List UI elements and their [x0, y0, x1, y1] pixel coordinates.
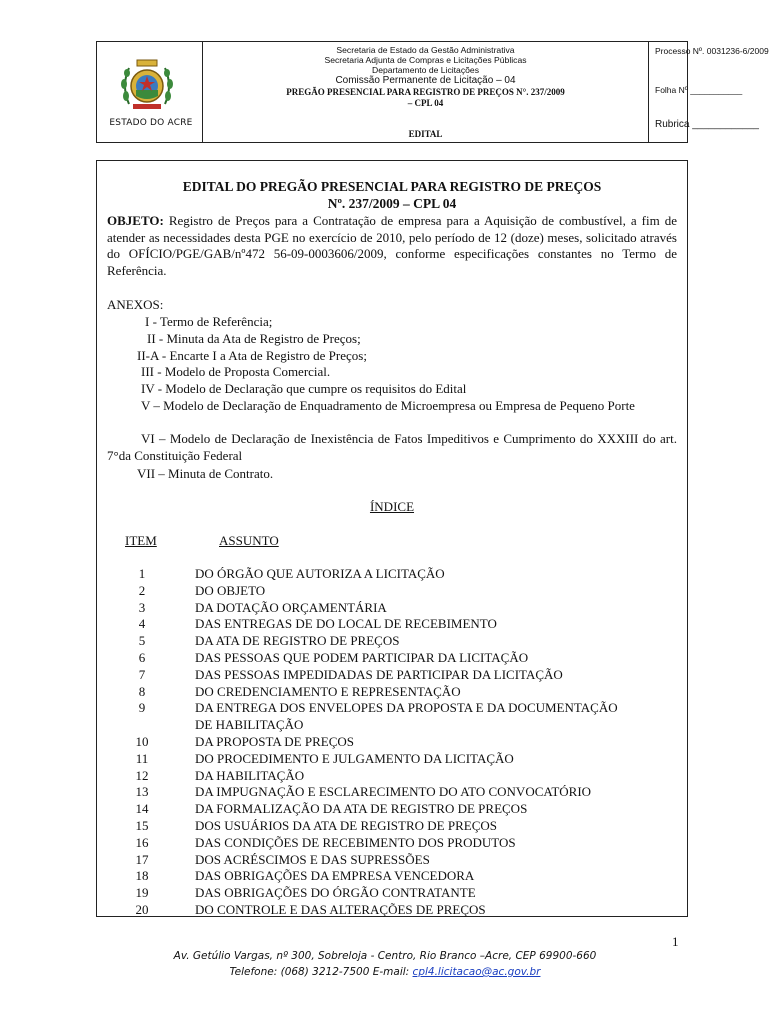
footer-address: Av. Getúlio Vargas, nº 300, Sobreloja - Centro, Rio Branco –Acre, CEP 69900-660 [173, 950, 597, 962]
header-line-1: Secretaria de Estado da Gestão Administrativa [336, 45, 515, 55]
index-item-number: 7 [138, 666, 146, 682]
index-item-number: 2 [138, 582, 146, 598]
index-item-subject: DOS USUÁRIOS DA ATA DE REGISTRO DE PREÇOS [195, 818, 497, 833]
rubrica-field: Rubrica ____________ [655, 119, 759, 130]
edital-subtitle: Nº. 237/2009 – CPL 04 [327, 196, 457, 211]
index-item-subject: DA DOTAÇÃO ORÇAMENTÁRIA [195, 599, 387, 615]
document-header [96, 41, 769, 143]
anexo-item: IV - Modelo de Declaração que cumpre os requisitos do Edital [141, 381, 467, 396]
index-item-number: 8 [138, 683, 146, 699]
index-item-number: 11 [135, 750, 149, 766]
index-item-number: 6 [138, 650, 146, 665]
index-item-number: 17 [135, 851, 149, 867]
index-item-subject: DAS OBRIGAÇÕES DA EMPRESA VENCEDORA [195, 868, 475, 884]
header-pregao-line-2: – CPL 04 [407, 98, 444, 108]
index-item-subject: DAS OBRIGAÇÕES DO ÓRGÃO CONTRATANTE [195, 885, 476, 901]
header-comissao: Comissão Permanente de Licitação – 04 [335, 75, 516, 86]
index-item-subject: DA PROPOSTA DE PREÇOS [195, 734, 354, 749]
header-line-3: Departamento de Licitações [371, 65, 479, 75]
anexo-item: I - Termo de Referência; [145, 314, 273, 329]
process-number: Processo Nº. 0031236-6/2009 [655, 46, 769, 56]
index-item-number: 19 [135, 885, 149, 901]
anexo-item: II-A - Encarte I a Ata de Registro de Preços; [137, 348, 367, 363]
footer-contact [0, 966, 770, 978]
index-item-subject: DAS CONDIÇÕES DE RECEBIMENTO DOS PRODUTOS [195, 834, 516, 850]
index-item-number: 9 [138, 700, 146, 716]
index-item-subject: DAS ENTREGAS DE DO LOCAL DE RECEBIMENTO [195, 616, 497, 632]
state-name: ESTADO DO ACRE [109, 118, 193, 128]
index-item-number: 12 [135, 767, 149, 783]
index-item-subject: DAS PESSOAS IMPEDIDADAS DE PARTICIPAR DA LICITAÇÃO [195, 666, 563, 682]
header-line-2: Secretaria Adjunta de Compras e Licitações Públicas [324, 55, 527, 65]
index-item-subject: DAS PESSOAS QUE PODEM PARTICIPAR DA LICITAÇÃO [195, 650, 529, 665]
column-item-header: ITEM [125, 533, 157, 548]
edital-title: EDITAL DO PREGÃO PRESENCIAL PARA REGISTRO DE PREÇOS [182, 179, 602, 194]
index-item-number: 13 [135, 784, 149, 800]
anexo-item: III - Modelo de Proposta Comercial. [141, 364, 331, 379]
index-item-number: 10 [135, 734, 149, 749]
index-item-number: 18 [135, 868, 149, 884]
header-pregao-line-1: PREGÃO PRESENCIAL PARA REGISTRO DE PREÇOS N°. 237/2009 [286, 87, 565, 97]
footer-phone: Telefone: (068) 3212-7500 E-mail: [229, 966, 413, 978]
index-item-subject: DA ENTREGA DOS ENVELOPES DA PROPOSTA E DA DOCUMENTAÇÃO [195, 700, 618, 716]
index-item-number: 16 [135, 834, 149, 850]
page-number: 1 [672, 934, 679, 949]
index-item-subject: DO CONTROLE E DAS ALTERAÇÕES DE PREÇOS [195, 902, 486, 917]
index-item-subject: DA FORMALIZAÇÃO DA ATA DE REGISTRO DE PREÇOS [195, 801, 528, 817]
edital-content-box [96, 160, 688, 917]
index-item-subject: DE HABILITAÇÃO [195, 717, 304, 733]
index-item-subject: DO PROCEDIMENTO E JULGAMENTO DA LICITAÇÃO [195, 750, 514, 766]
footer-email-link[interactable]: cpl4.licitacao@ac.gov.br [412, 966, 541, 978]
header-process-cell [649, 42, 769, 142]
anexo-vii: VII – Minuta de Contrato. [137, 466, 274, 481]
index-item-number: 20 [135, 902, 149, 917]
index-item-number: 5 [138, 633, 146, 649]
folha-field: Folha Nº ___________ [655, 85, 743, 95]
index-item-subject: DA HABILITAÇÃO [195, 767, 305, 783]
index-item-subject: DO OBJETO [195, 582, 266, 598]
indice-title: ÍNDICE [369, 499, 415, 514]
objeto-paragraph [107, 213, 677, 279]
index-item-number: 15 [135, 818, 149, 833]
index-item-number: 4 [138, 616, 146, 632]
anexos-label: ANEXOS: [107, 297, 164, 312]
index-item-subject: DO ÓRGÃO QUE AUTORIZA A LICITAÇÃO [195, 566, 445, 581]
anexo-v: V – Modelo de Declaração de Enquadramento de Microempresa ou Empresa de Pequeno Porte [141, 398, 635, 413]
column-assunto-header: ASSUNTO [219, 533, 279, 548]
index-item-number: 3 [138, 599, 146, 615]
index-item-subject: DA ATA DE REGISTRO DE PREÇOS [195, 633, 400, 649]
header-edital: EDITAL [408, 129, 443, 139]
header-logo-cell [97, 42, 203, 142]
index-item-number: 1 [138, 566, 146, 581]
index-item-subject: DOS ACRÉSCIMOS E DAS SUPRESSÕES [195, 851, 430, 867]
anexo-item: II - Minuta da Ata de Registro de Preços; [147, 331, 361, 346]
objeto-label: OBJETO: [107, 213, 164, 228]
objeto-text: Registro de Preços para a Contratação de empresa para a Aquisição de combustível, a fim de atender as necessidades desta PGE no exercício de 2010, pelo período de 12 (doze) meses, solicitado através do OFÍCIO/PGE/GAB/nº472 56-09-0003606/2009, conforme especificações constantes no Termo de Referência. [107, 213, 677, 278]
index-item-subject: DO CREDENCIAMENTO E REPRESENTAÇÃO [195, 683, 461, 699]
index-item-subject: DA IMPUGNAÇÃO E ESCLARECIMENTO DO ATO CONVOCATÓRIO [195, 784, 592, 800]
acre-coat-of-arms-icon [119, 56, 175, 114]
header-title-cell [203, 42, 649, 142]
index-item-number: 14 [135, 801, 149, 817]
anexo-vi: VI – Modelo de Declaração de Inexistência de Fatos Impeditivos e Cumprimento do XXXIII do art. 7°da Constituição Federal [107, 431, 677, 463]
